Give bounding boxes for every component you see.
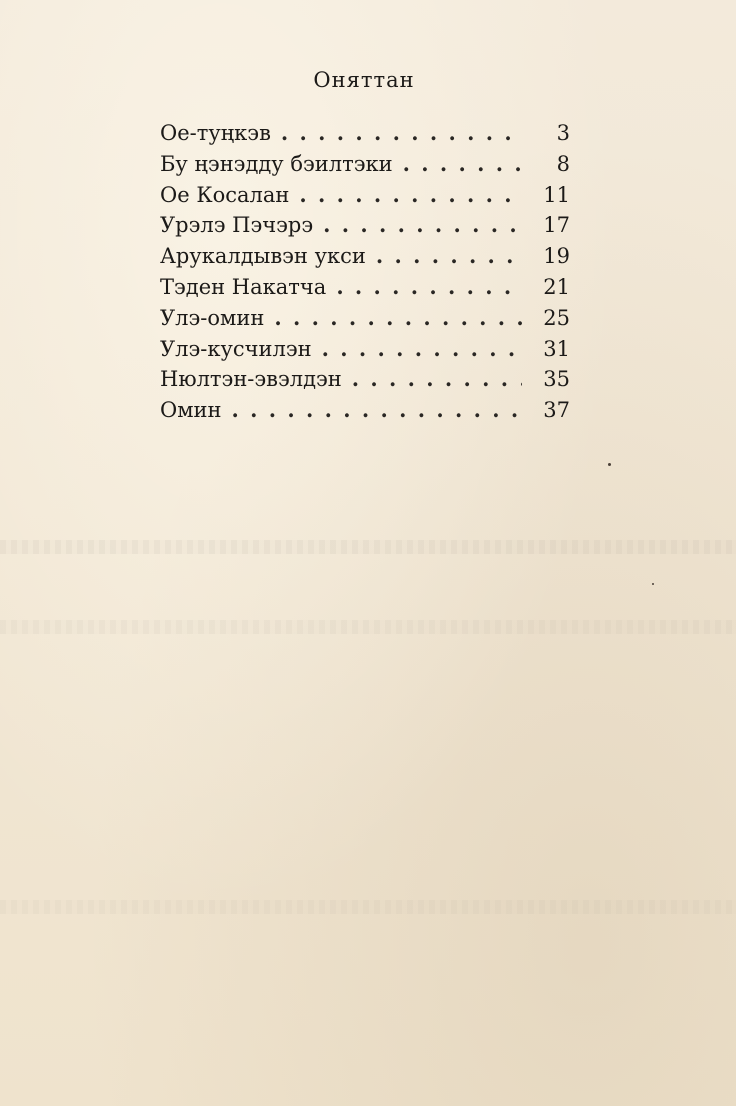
toc-entry-page: 17 (543, 213, 570, 238)
toc-entry (160, 210, 580, 241)
toc-entry-label: Арукалдывэн укси (160, 244, 366, 269)
leader-dots (342, 364, 522, 394)
toc-entry (160, 364, 580, 395)
toc-entry-page: 37 (543, 398, 570, 423)
toc-entry-page: 3 (556, 121, 570, 145)
toc-entry-page: 21 (543, 274, 570, 299)
leader-dots (326, 272, 522, 302)
leader-dots (264, 303, 522, 333)
show-through-texture (0, 540, 736, 554)
paper-speck (608, 463, 611, 466)
toc-entry-label: Нюлтэн-эвэлдэн (160, 367, 342, 392)
toc-entry-page: 11 (543, 182, 570, 207)
leader-dots (313, 210, 522, 240)
toc-entry-label: Улэ-кусчилэн (160, 336, 312, 361)
toc-entry-page: 25 (543, 305, 570, 330)
toc-entry-label: Тэден Накатча (160, 274, 327, 299)
leader-dots (366, 241, 522, 271)
toc-heading: Оняттан (313, 68, 415, 92)
toc-entry (160, 149, 580, 180)
show-through-texture (0, 900, 736, 914)
toc-entry-page: 8 (556, 151, 570, 176)
leader-dots (393, 149, 522, 179)
toc-entry-label: Улэ-омин (160, 305, 265, 330)
leader-dots (312, 334, 522, 364)
toc-entry-page: 35 (543, 367, 570, 392)
toc-entry-label: Омин (160, 398, 222, 423)
toc-entry-label: Бу ңэнэдду бэилтэки (160, 151, 393, 176)
toc-entry (160, 334, 580, 365)
toc-entry-page: 19 (543, 244, 570, 269)
toc-entry (160, 272, 580, 303)
toc-entry (160, 241, 580, 272)
toc-entry (160, 303, 580, 334)
toc-entry-label: Ое Косалан (160, 182, 290, 207)
toc-entry (160, 395, 580, 426)
leader-dots (271, 118, 522, 148)
toc-entry-page: 31 (543, 336, 570, 361)
table-of-contents (160, 118, 580, 426)
toc-entry-label: Ое-туңкэв (160, 121, 271, 145)
leader-dots (222, 395, 522, 425)
toc-entry (160, 180, 580, 211)
toc-entry (160, 118, 580, 149)
toc-entry-label: Урэлэ Пэчэрэ (160, 213, 314, 238)
show-through-texture (0, 620, 736, 634)
paper-speck (652, 583, 654, 585)
leader-dots (289, 180, 522, 210)
